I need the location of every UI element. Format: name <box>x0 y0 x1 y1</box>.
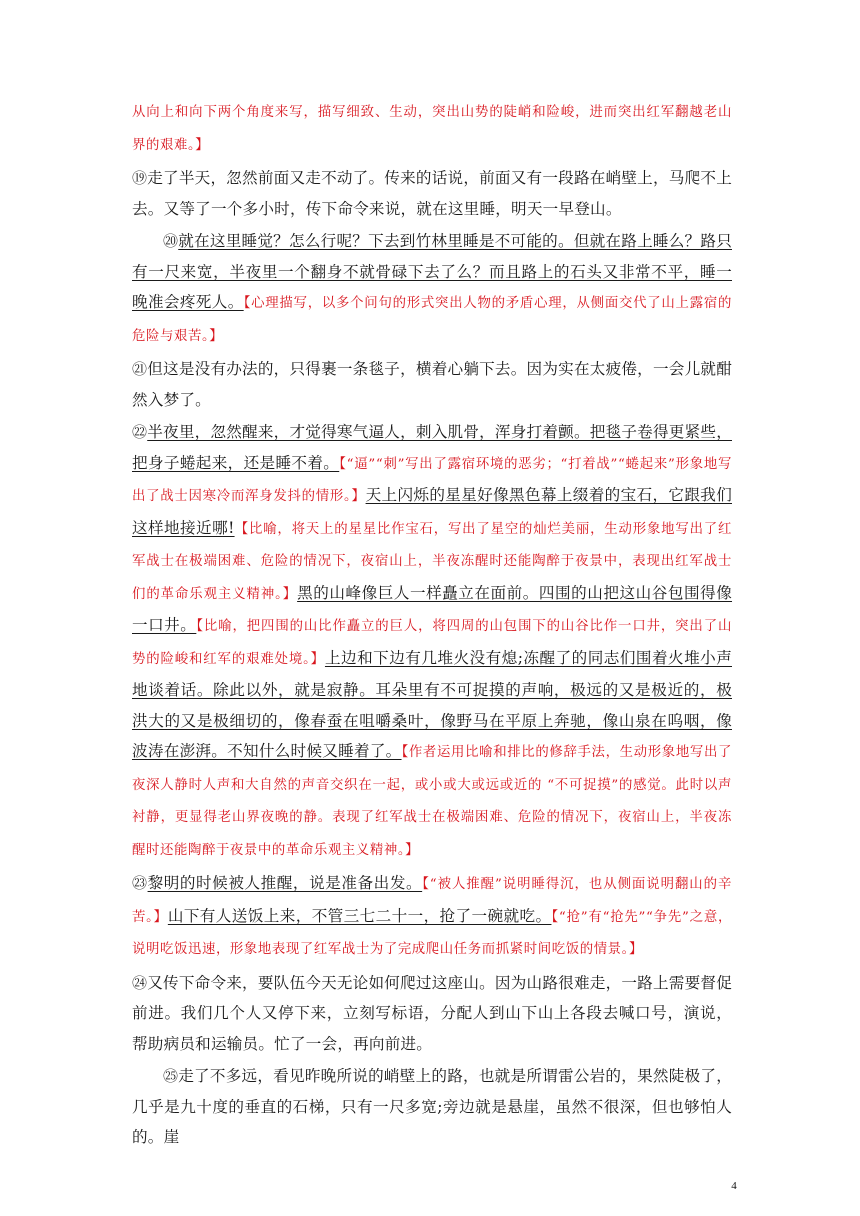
annotation-note: 【“被人推醒”说明睡得沉，也从侧面说明翻山的辛苦。】 <box>132 877 732 925</box>
paragraph-text: 走了不多远，看见昨晚所说的峭壁上的路，也就是所谓雷公岩的，果然陡极了，几乎是九十度的垂直的石梯，只有一尺多宽;旁边就是悬崖，虽然不很深，但也够怕人的。崖 <box>132 1067 732 1146</box>
paragraph-20 <box>132 226 732 352</box>
annotation-note: 从向上和向下两个角度来写，描写细致、生动，突出山势的陡峭和险峻，进而突出红军翻越老山界的艰难。】 <box>132 105 732 153</box>
paragraph-22 <box>132 417 732 866</box>
annotation-note: 【作者运用比喻和排比的修辞手法，生动形象地写出了夜深人静时人声和大自然的声音交织在一起，或小或大或远或近的 “不可捉摸”的感觉。此时以声衬静，更显得老山界夜晚的静。表现了红军战士在极端困难、危险的情况下，夜宿山上，半夜冻醒时还能陶醉于夜景中的革命乐观主义精神。】 <box>132 745 732 858</box>
underlined-text: 天上闪烁的星星好像黑色幕上缀着的宝石，它跟我们这样地接近哪! <box>132 486 732 537</box>
annotation-note: 【“抢”有“抢先”“争先”之意，说明吃饭迅速，形象地表现了红军战士为了完成爬山任务而抓紧时间吃饭的情景。】 <box>132 909 732 957</box>
paragraph-number: ⑳ <box>163 232 179 250</box>
paragraph-number: ㉓ <box>132 874 148 892</box>
annotation-note: 【心理描写，以多个问句的形式突出人物的矛盾心理，从侧面交代了山上露宿的危险与艰苦。】 <box>132 296 732 344</box>
paragraph-21 <box>132 354 732 415</box>
paragraph-text: 走了半天，忽然前面又走不动了。传来的话说，前面又有一段路在峭壁上，马爬不上去。又等了一个多小时，传下命令来说，就在这里睡，明天一早登山。 <box>132 169 732 218</box>
paragraph-18-annotation <box>132 96 732 161</box>
paragraph-24 <box>132 968 732 1060</box>
annotation-note: 【比喻，将天上的星星比作宝石，写出了星空的灿烂美丽，生动形象地写出了红军战士在极端困难、危险的情况下，夜宿山上，半夜冻醒时还能陶醉于夜景中，表现出红军战士们的革命乐观主义精神。】 <box>132 521 732 602</box>
underlined-text: 黎明的时候被人推醒，说是准备出发。 <box>147 874 423 892</box>
underlined-text: 上边和下边有几堆火没有熄;冻醒了的同志们围着火堆小声地谈着话。除此以外，就是寂静。耳朵里有不可捉摸的声响，极远的又是极近的，极洪大的又是极细切的，像春蚕在咀嚼桑叶，像野马在平原上奔驰，像山泉在呜咽，像波涛在澎湃。不知什么时候又睡着了。 <box>132 648 732 760</box>
paragraph-25 <box>132 1061 732 1153</box>
paragraph-text: 但这是没有办法的，只得裹一条毯子，横着心躺下去。因为实在太疲倦，一会儿就酣然入梦了。 <box>132 360 732 409</box>
paragraph-number: ㉑ <box>132 360 148 378</box>
annotation-note: 【“逼”“刺”写出了露宿环境的恶劣；“打着战”“蜷起来”形象地写出了战士因寒冷而浑身发抖的情形。】 <box>132 456 732 504</box>
paragraph-number: ㉕ <box>163 1067 179 1085</box>
paragraph-23 <box>132 868 732 966</box>
paragraph-number: ⑲ <box>132 169 148 187</box>
annotation-note: 【比喻，把四围的山比作矗立的巨人，将四周的山包围下的山谷比作一口井，突出了山势的险峻和红军的艰难处境。】 <box>132 619 732 667</box>
underlined-text: 黑的山峰像巨人一样矗立在面前。四围的山把这山谷包围得像一口井。 <box>132 583 733 634</box>
underlined-text: 半夜里，忽然醒来，才觉得寒气逼人，刺入肌骨，浑身打着颤。把毯子卷得更紧些，把身子蜷起来，还是睡不着。 <box>132 423 732 472</box>
page-number: 4 <box>731 1180 737 1192</box>
paragraph-text: 又传下命令来，要队伍今天无论如何爬过这座山。因为山路很难走，一路上需要督促前进。我们几个人又停下来，立刻写标语，分配人到山下山上各段去喊口号，演说，帮助病员和运输员。忙了一会，再向前进。 <box>132 973 732 1053</box>
paragraph-number: ㉔ <box>132 973 148 992</box>
paragraph-19 <box>132 163 732 224</box>
paragraph-number: ㉒ <box>132 423 148 441</box>
article-body <box>132 96 732 1155</box>
underlined-text: 山下有人送饭上来，不管三七二十一，抢了一碗就吃。 <box>167 906 552 925</box>
underlined-text: 就在这里睡觉？怎么行呢？下去到竹林里睡是不可能的。但就在路上睡么？路只有一尺来宽，半夜里一个翻身不就骨碌下去了么？而且路上的石头又非常不平，睡一晚准会疼死人。 <box>132 232 732 311</box>
